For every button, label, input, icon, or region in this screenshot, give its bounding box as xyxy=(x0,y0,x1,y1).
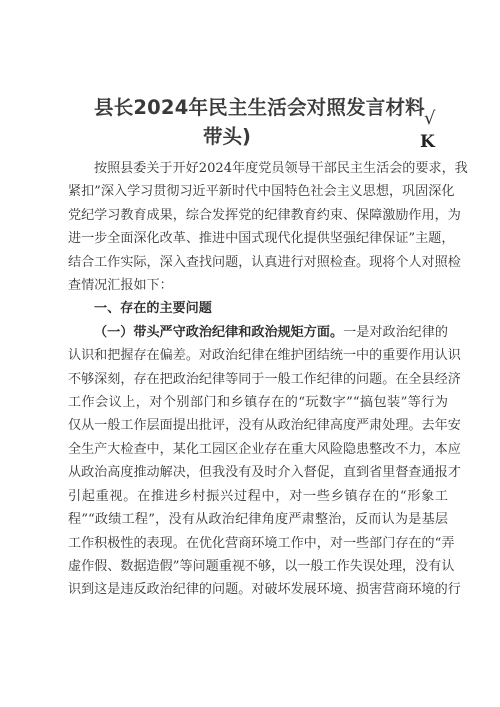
intro-line: 结合工作实际，深入查找问题，认真进行对照检查。现将个人对照检 xyxy=(68,254,461,270)
intro-line: 按照县委关于开好2024年度党员领导干部民主生活会的要求，我 xyxy=(94,161,468,176)
body-line: 仅从一般工作层面提出批评，没有从政治纪律高度严肃处理。去年安 xyxy=(68,418,461,434)
body-line: 认识和把握存在偏差。对政治纪律在维护团结统一中的重要作用认识 xyxy=(68,348,461,364)
body-line: 工作积极性的表现。在优化营商环境工作中，对一些部门存在的“弄 xyxy=(68,535,455,551)
body-line: 虚作假、数据造假”等问题重视不够，以一般工作失误处理，没有认 xyxy=(68,558,455,574)
body-line: 工作会议上，对个别部门和乡镇存在的“玩数字”“搞包装”等行为 xyxy=(68,395,448,411)
body-line: 识到这是违反政治纪律的问题。对破坏发展环境、损害营商环境的行 xyxy=(68,582,461,598)
subsection-heading: （一）带头严守政治纪律和政治规矩方面。 xyxy=(94,324,344,340)
body-line: 引起重视。在推进乡村振兴过程中，对一些乡镇存在的“形象工 xyxy=(68,488,448,504)
handwritten-check-mark: √ xyxy=(424,108,436,129)
section-heading: 一、存在的主要问题 xyxy=(94,301,212,317)
intro-line: 紧扣”深入学习贯彻习近平新时代中国特色社会主义思想，巩固深化 xyxy=(68,184,455,200)
document-title: 县长2024年民主生活会对照发言材料 xyxy=(94,96,425,119)
body-line: 从政治高度推动解决，但我没有及时介入督促，直到省里督查通报才 xyxy=(68,465,461,481)
body-line: 程”“政绩工程”，没有从政治纪律角度严肃整治，反而认为是基层 xyxy=(68,512,448,528)
subsection-first-line-tail: 一是对政治纪律的 xyxy=(343,324,449,340)
document-body xyxy=(68,157,468,602)
subsection-first-line xyxy=(68,321,448,344)
body-line: 不够深刻，存在把政治纪律等同于一般工作纪律的问题。在全县经济 xyxy=(68,371,461,387)
handwritten-k-mark: K xyxy=(420,132,435,152)
intro-line: 查情况汇报如下： xyxy=(68,278,173,294)
document-title-continuation: 带头) xyxy=(203,125,251,148)
intro-line: 党纪学习教育成果，综合发挥党的纪律教育约束、保障激励作用，为 xyxy=(68,207,461,223)
intro-line: 进一步全面深化改革、推进中国式现代化提供坚强纪律保证”主题， xyxy=(68,231,455,247)
body-line: 全生产大检查中，某化工园区企业存在重大风险隐患整改不力，本应 xyxy=(68,441,461,457)
